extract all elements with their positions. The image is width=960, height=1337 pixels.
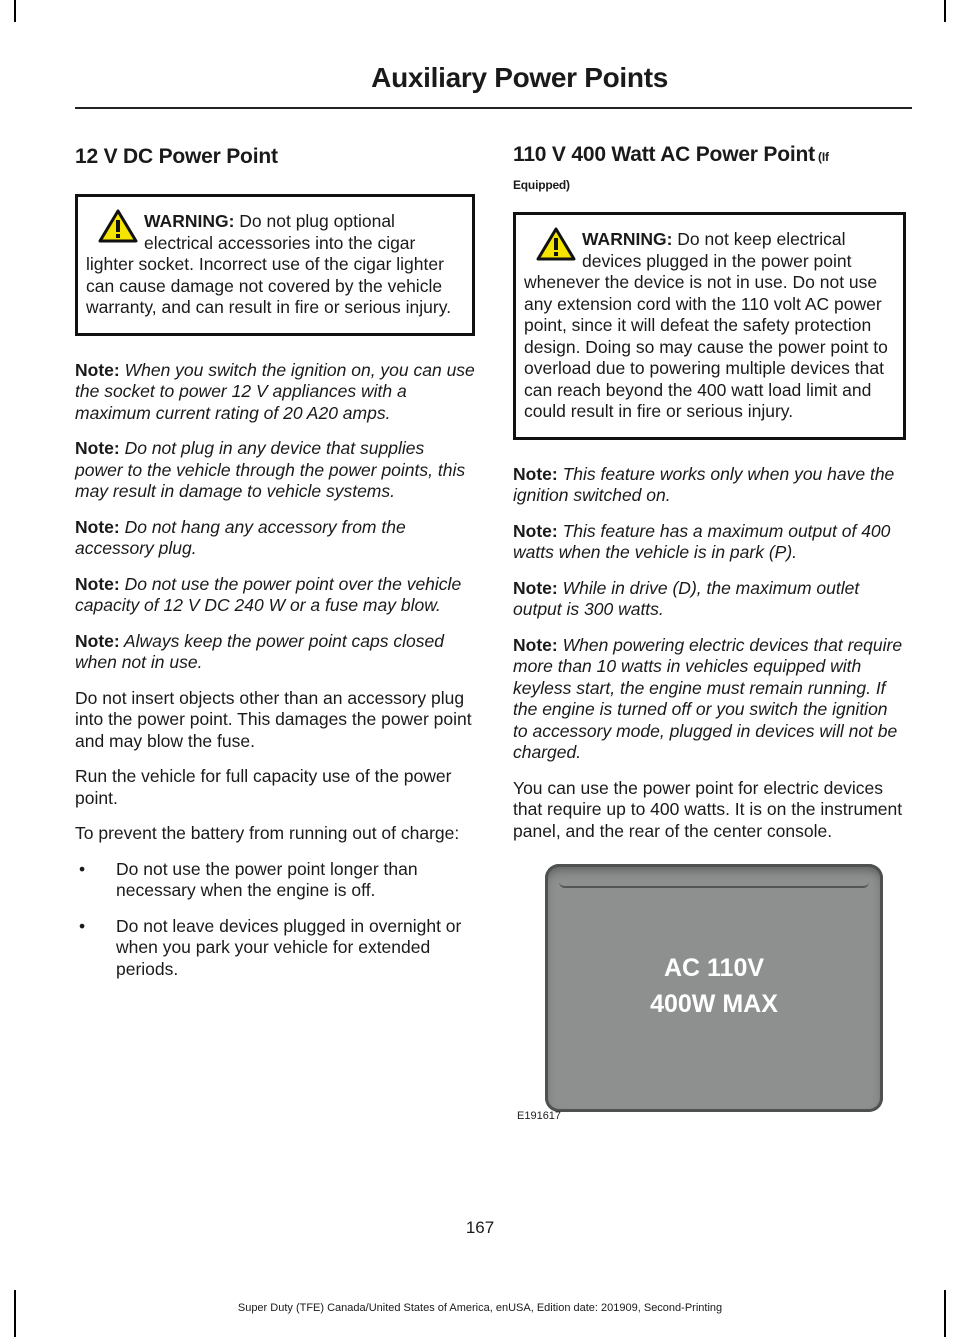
section-heading: 12 V DC Power Point [75,145,278,168]
bullet-list [75,859,475,981]
power-point-figure [513,856,903,1146]
warning-box [513,212,906,440]
note [513,578,906,621]
note-label: Note: [513,520,558,541]
note [75,517,475,560]
note-text: Do not hang any accessory from the accessory plug. [75,516,406,558]
note-text: When you switch the ignition on, you can use the socket to power 12 V appliances with a maximum current rating of 20 A20 amps. [75,359,475,423]
warning-icon [98,209,138,243]
crop-mark [944,0,946,22]
note-label: Note: [75,573,120,594]
paragraph: Do not insert objects other than an accessory plug into the power point. This damages the power point and may blow the fuse. [75,687,472,751]
right-column [513,142,906,1146]
note-label: Note: [513,577,558,598]
note-label: Note: [75,630,120,651]
note [513,635,906,764]
heading-qualifier: (If [814,150,829,164]
warning-label: WARNING: [582,229,673,249]
note-text: Always keep the power point caps closed when not in use. [75,630,444,672]
note-label: Note: [513,463,558,484]
crop-mark [14,0,16,22]
note-text: While in drive (D), the maximum outlet output is 300 watts. [513,577,860,619]
footer-text: Super Duty (TFE) Canada/United States of America, enUSA, Edition date: 201909, Second-Printing [237,1302,723,1314]
header-rule [75,107,912,109]
cover-label-line-2: 400W MAX [650,990,778,1018]
warning-label: WARNING: [144,211,235,231]
note [75,574,475,617]
paragraph: To prevent the battery from running out of charge: [75,823,460,843]
note-text: Do not use the power point over the vehicle capacity of 12 V DC 240 W or a fuse may blow. [75,573,462,615]
note [75,438,475,503]
warning-text: Do not keep electrical devices plugged in the power point whenever the device is not in use. Do not use any extension cord with the 110 volt AC power point, since it will defeat the safety protection design. Doing so may cause the power point to overload due to powering multiple devices that can reach beyond the 400 watt load limit and could result in fire or serious injury. [524,229,888,421]
note-label: Note: [513,634,558,655]
section-heading [513,142,906,198]
note-label: Note: [75,438,120,458]
cover-hinge [559,874,869,888]
note-label: Note: [75,359,120,380]
note-text: Do not plug in any device that supplies power to the vehicle through the power points, this may result in damage to vehicle systems. [75,438,466,501]
note [513,464,906,507]
list-item: • Do not use the power point longer than necessary when the engine is off. [75,859,475,902]
note-text: This feature works only when you have the ignition switched on. [513,463,895,505]
power-point-cover [545,864,883,1112]
warning-box [75,194,475,336]
list-item: • Do not leave devices plugged in overnight or when you park your vehicle for extended periods. [75,916,475,981]
left-column [75,142,475,994]
warning-text: Do not plug optional electrical accessories into the cigar lighter socket. Incorrect use of the cigar lighter can cause damage not covered by the vehicle warranty, and can result in fire or serious injury. [86,211,452,317]
section-heading-text: 110 V 400 Watt AC Power Point [513,143,815,166]
page-number: 167 [465,1218,495,1237]
note [75,360,475,425]
warning-icon [536,227,576,261]
note [75,631,475,674]
heading-qualifier: Equipped) [513,178,570,192]
paragraph: Run the vehicle for full capacity use of the power point. [75,766,452,808]
page-title: Auxiliary Power Points [371,62,668,93]
figure-id: E191617 [517,1110,562,1122]
cover-label-line-1: AC 110V [663,954,765,982]
paragraph: You can use the power point for electric devices that require up to 400 watts. It is on the instrument panel, and the rear of the center console. [513,777,903,841]
note-text: When powering electric devices that require more than 10 watts in vehicles equipped with keyless start, the engine must remain running. If the engine is turned off or you switch the ignition to accessory mode, plugged in devices will not be charged. [513,634,903,762]
note-label: Note: [75,516,120,537]
note [513,521,906,564]
note-text: This feature has a maximum output of 400 watts when the vehicle is in park (P). [513,520,891,562]
